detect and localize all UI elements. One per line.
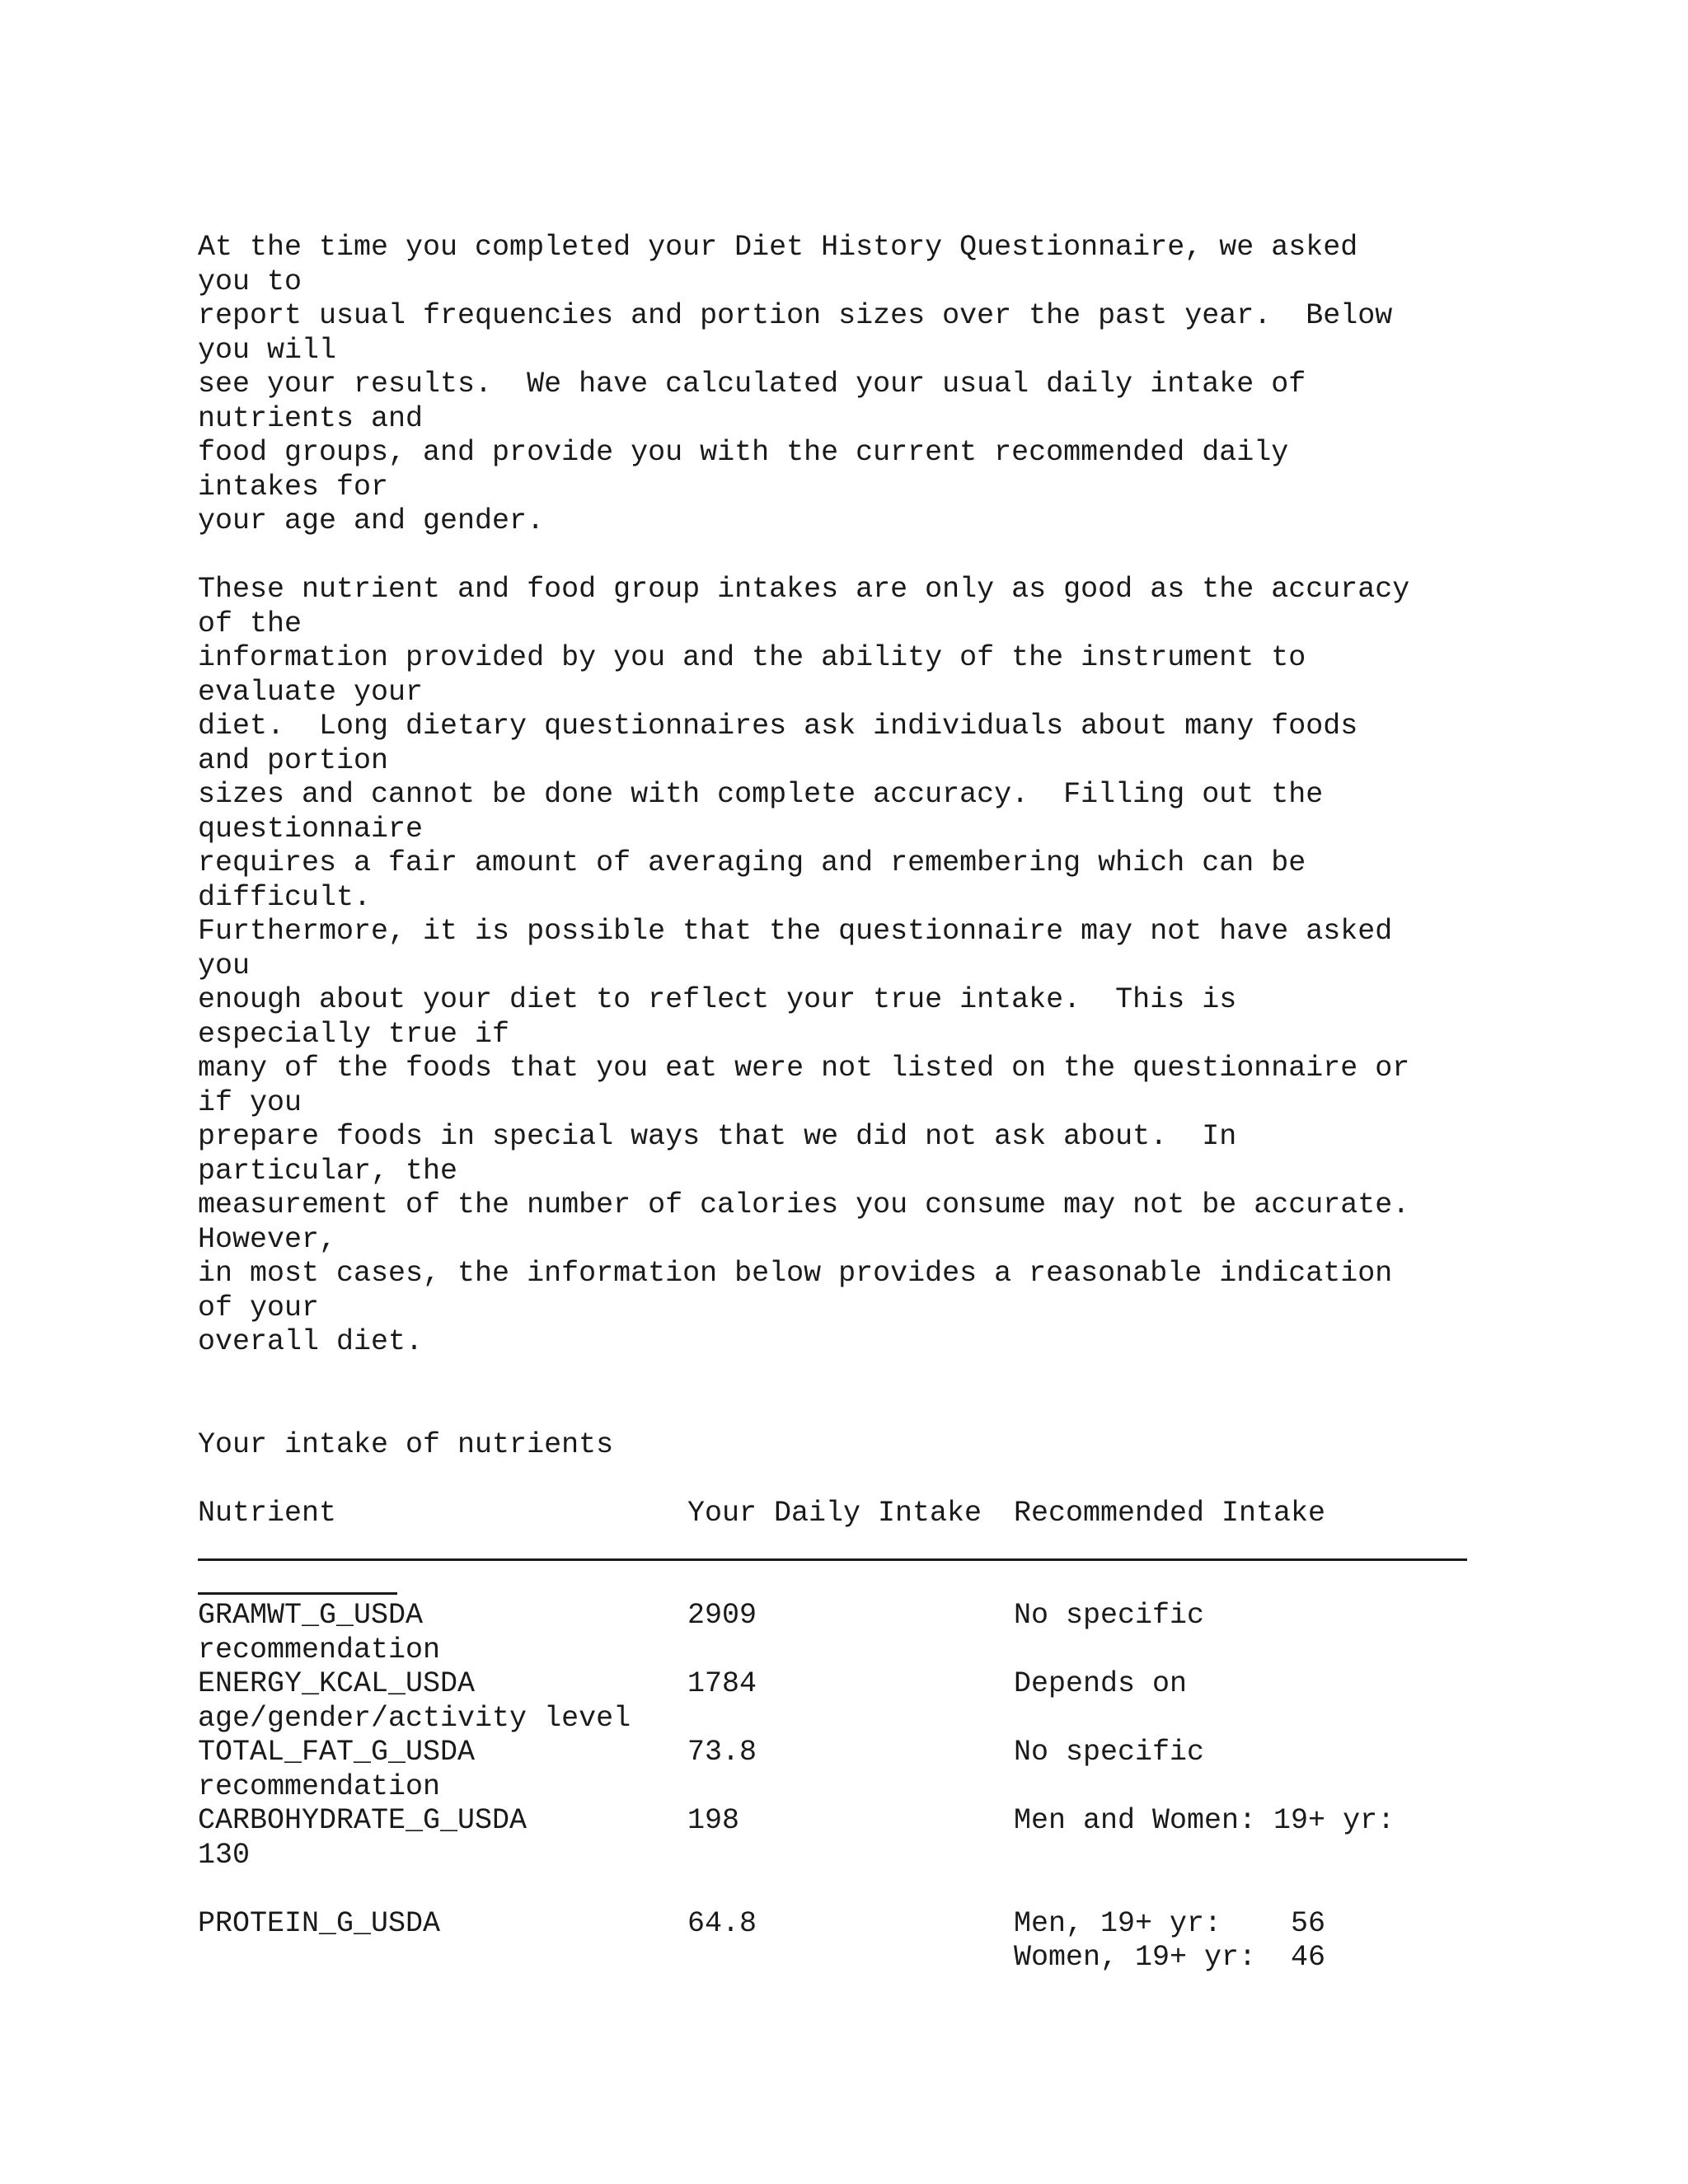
nutrient-table [198,1497,1517,1975]
recommended-value: Depends on [1014,1667,1188,1700]
divider-line-wrap [198,1592,397,1595]
text-line: report usual frequencies and portion sizes over the past year. Below [198,299,1393,332]
text-line: overall diet. [198,1325,424,1358]
header-intake: Your Daily Intake [687,1496,982,1530]
text-line: enough about your diet to reflect your true intake. This is [198,983,1237,1016]
intro-paragraph [198,231,1517,539]
table-row [198,1907,1517,1975]
text-line: of your [198,1291,320,1324]
text-line: measurement of the number of calories you consume may not be accurate. [198,1188,1410,1221]
text-line: of the [198,607,302,640]
recommended-value: Men and Women: 19+ yr: [1014,1804,1395,1837]
intake-value: 198 [687,1804,740,1837]
text-line: questionnaire [198,812,424,846]
text-line: nutrients and [198,401,424,435]
text-line: particular, the [198,1154,458,1188]
text-line: you [198,949,251,982]
divider-line [198,1558,1467,1561]
intake-value: 2909 [687,1599,757,1632]
text-line: evaluate your [198,675,424,709]
table-row [198,1736,1517,1804]
text-line: Furthermore, it is possible that the questionnaire may not have asked [198,915,1393,948]
text-line: food groups, and provide you with the current recommended daily [198,436,1289,469]
intake-value: 73.8 [687,1736,757,1769]
text-line: However, [198,1222,337,1256]
header-recommended: Recommended Intake [1014,1496,1326,1530]
nutrient-name: PROTEIN_G_USDA [198,1906,441,1940]
nutrient-name: ENERGY_KCAL_USDA [198,1667,476,1700]
text-line: see your results. We have calculated your usual daily intake of [198,368,1306,401]
nutrient-name: TOTAL_FAT_G_USDA [198,1736,476,1769]
intake-value: 64.8 [687,1906,757,1940]
text-line: diet. Long dietary questionnaires ask individuals about many foods [198,710,1358,743]
text-line: prepare foods in special ways that we did not ask about. In [198,1120,1237,1153]
recommended-wrap: recommendation [198,1769,441,1803]
recommended-wrap: age/gender/activity level [198,1701,631,1735]
nutrient-name: GRAMWT_G_USDA [198,1599,424,1632]
text-line: sizes and cannot be done with complete accuracy. Filling out the [198,778,1324,811]
recommended-wrap: 130 [198,1838,251,1872]
text-line: difficult. [198,880,372,914]
text-line: requires a fair amount of averaging and remembering which can be [198,846,1306,879]
document-page [198,231,1517,1975]
recommended-value-line2: Women, 19+ yr: 46 [1014,1941,1326,1974]
table-row [198,1667,1517,1736]
recommended-value: No specific [1014,1599,1205,1632]
text-line: you to [198,265,302,298]
text-line: if you [198,1085,302,1119]
intake-value: 1784 [687,1667,757,1700]
text-line: you will [198,333,337,367]
recommended-value: Men, 19+ yr: 56 [1014,1906,1326,1940]
recommended-wrap: recommendation [198,1633,441,1666]
table-row [198,1804,1517,1872]
accuracy-paragraph [198,573,1517,1360]
text-line: in most cases, the information below provides a reasonable indication [198,1257,1393,1290]
text-line: information provided by you and the ability of the instrument to [198,641,1306,674]
recommended-value: No specific [1014,1736,1205,1769]
nutrient-name: CARBOHYDRATE_G_USDA [198,1804,528,1837]
text-line: your age and gender. [198,504,545,537]
table-row [198,1599,1517,1667]
text-line: and portion [198,743,389,777]
header-nutrient: Nutrient [198,1496,337,1530]
text-line: These nutrient and food group intakes are only as good as the accuracy [198,573,1410,606]
text-line: intakes for [198,470,389,504]
section-title: Your intake of nutrients [198,1427,614,1461]
text-line: At the time you completed your Diet History Questionnaire, we asked [198,231,1358,264]
table-header [198,1497,1517,1531]
text-line: many of the foods that you eat were not listed on the questionnaire or [198,1052,1410,1085]
header-divider [198,1530,1517,1599]
text-line: especially true if [198,1017,510,1051]
